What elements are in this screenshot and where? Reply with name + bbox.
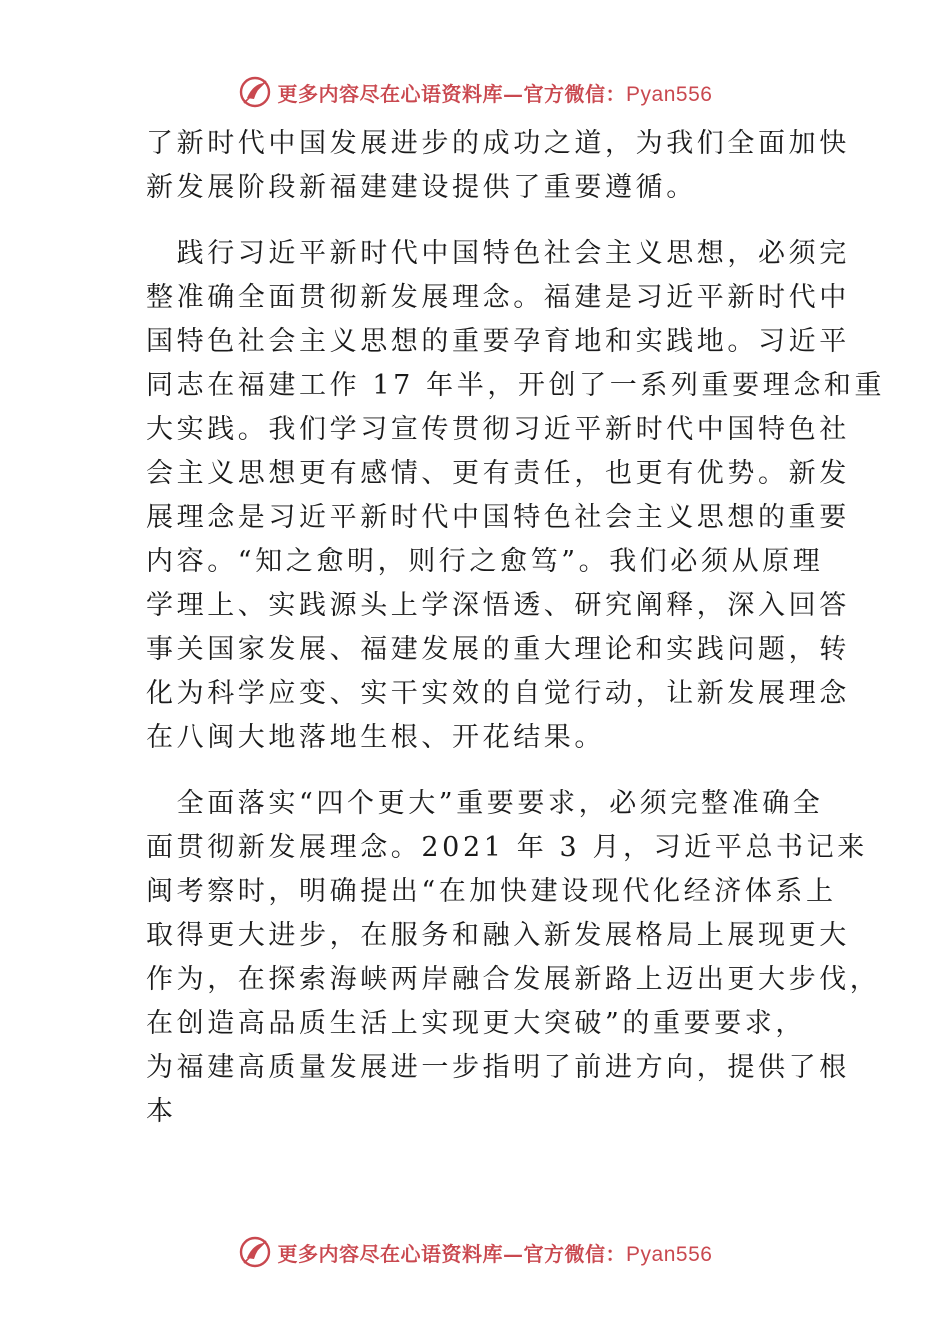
text-line: 作为，在探索海峡两岸融合发展新路上迈出更大步伐，: [146, 964, 881, 995]
logo-icon: [238, 75, 272, 109]
watermark-text: 更多内容尽在心语资料库—官方微信：Pyan556: [277, 1241, 713, 1266]
text-line: 整准确全面贯彻新发展理念。福建是习近平新时代中: [146, 282, 850, 313]
text-line: 新发展阶段新福建建设提供了重要遵循。: [146, 172, 697, 203]
text-line: 大实践。我们学习宣传贯彻习近平新时代中国特色社: [146, 414, 850, 445]
text-line: 展理念是习近平新时代中国特色社会主义思想的重要: [146, 502, 850, 533]
text-line: 在八闽大地落地生根、开花结果。: [146, 722, 605, 753]
text-line: 会主义思想更有感情、更有责任，也更有优势。新发: [146, 458, 850, 489]
text-line: 同志在福建工作 17 年半，开创了一系列重要理念和重: [146, 370, 886, 401]
text-line: 国特色社会主义思想的重要孕育地和实践地。习近平: [146, 326, 850, 357]
text-line: 内容。“知之愈明，则行之愈笃”。我们必须从原理: [146, 546, 824, 577]
header-watermark: [0, 72, 950, 112]
paragraph-3: [146, 782, 881, 1134]
text-line: 事关国家发展、福建发展的重大理论和实践问题，转: [146, 634, 850, 665]
text-line: 为福建高质量发展进一步指明了前进方向，提供了根: [146, 1052, 850, 1083]
text-line: 闽考察时，明确提出“在加快建设现代化经济体系上: [146, 876, 837, 907]
text-line: 面贯彻新发展理念。2021 年 3 月，习近平总书记来: [146, 832, 868, 863]
logo-icon: [238, 1235, 272, 1269]
watermark-text: 更多内容尽在心语资料库—官方微信：Pyan556: [277, 81, 713, 106]
text-line: 取得更大进步，在服务和融入新发展格局上展现更大: [146, 920, 850, 951]
document-body: [146, 122, 886, 1134]
paragraph-2: [146, 232, 886, 760]
text-line: 学理上、实践源头上学深悟透、研究阐释，深入回答: [146, 590, 850, 621]
footer-watermark: [0, 1232, 950, 1272]
text-line: 了新时代中国发展进步的成功之道，为我们全面加快: [146, 128, 850, 159]
text-line: 化为科学应变、实干实效的自觉行动，让新发展理念: [146, 678, 850, 709]
text-line: 全面落实“四个更大”重要要求，必须完整准确全: [146, 788, 824, 819]
text-line: 在创造高品质生活上实现更大突破”的重要要求，: [146, 1008, 807, 1039]
text-line: 践行习近平新时代中国特色社会主义思想，必须完: [146, 238, 850, 269]
text-line: 本: [146, 1096, 177, 1127]
paragraph-1: [146, 122, 850, 210]
